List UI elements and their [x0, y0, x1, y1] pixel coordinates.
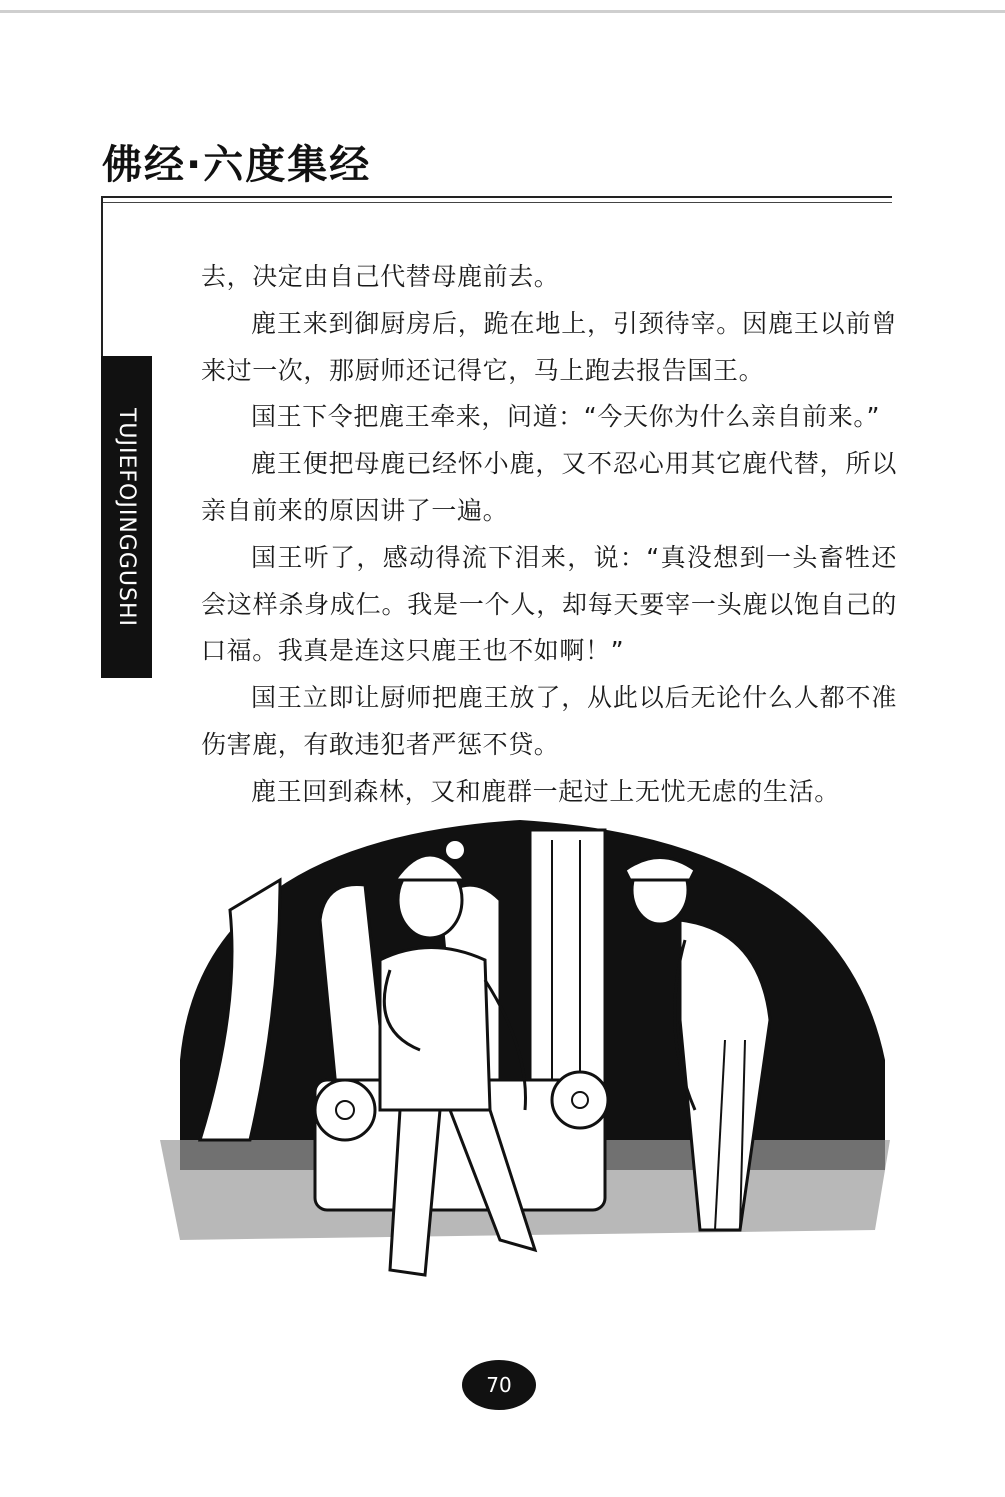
side-line	[101, 196, 103, 356]
paragraph-1: 去，决定由自己代替母鹿前去。	[201, 262, 560, 291]
paragraph-2: 鹿王来到御厨房后，跪在地上，引颈待宰。因鹿王以前曾来过一次，那厨师还记得它，马上跑去报告国王。	[201, 308, 897, 385]
title-rule	[102, 196, 892, 198]
paragraph-4: 鹿王便把母鹿已经怀小鹿，又不忍心用其它鹿代替，所以亲自前来的原因讲了一遍。	[201, 449, 897, 525]
illustration-king-and-servant	[140, 810, 900, 1310]
side-tab	[101, 356, 152, 678]
top-rule	[0, 10, 1005, 13]
body-text	[201, 254, 897, 816]
book-title: 佛经·六度集经	[102, 142, 372, 188]
page-number: 70	[486, 1373, 512, 1397]
paragraph-3: 国王下令把鹿王牵来，问道：“今天你为什么亲自前来。”	[251, 402, 881, 432]
side-tab-label: TUJIEFOJINGGUSHI	[114, 407, 139, 627]
paragraph-7: 鹿王回到森林，又和鹿群一起过上无忧无虑的生活。	[251, 776, 840, 806]
title-rule-thin	[102, 202, 892, 203]
page-number-badge	[462, 1360, 536, 1410]
paragraph-6: 国王立即让厨师把鹿王放了，从此以后无论什么人都不准伤害鹿，有敢违犯者严惩不贷。	[201, 683, 897, 759]
paragraph-5: 国王听了，感动得流下泪来，说：“真没想到一头畜牲还会这样杀身成仁。我是一个人，却每天要宰一头鹿以饱自己的口福。我真是连这只鹿王也不如啊！”	[201, 542, 897, 666]
